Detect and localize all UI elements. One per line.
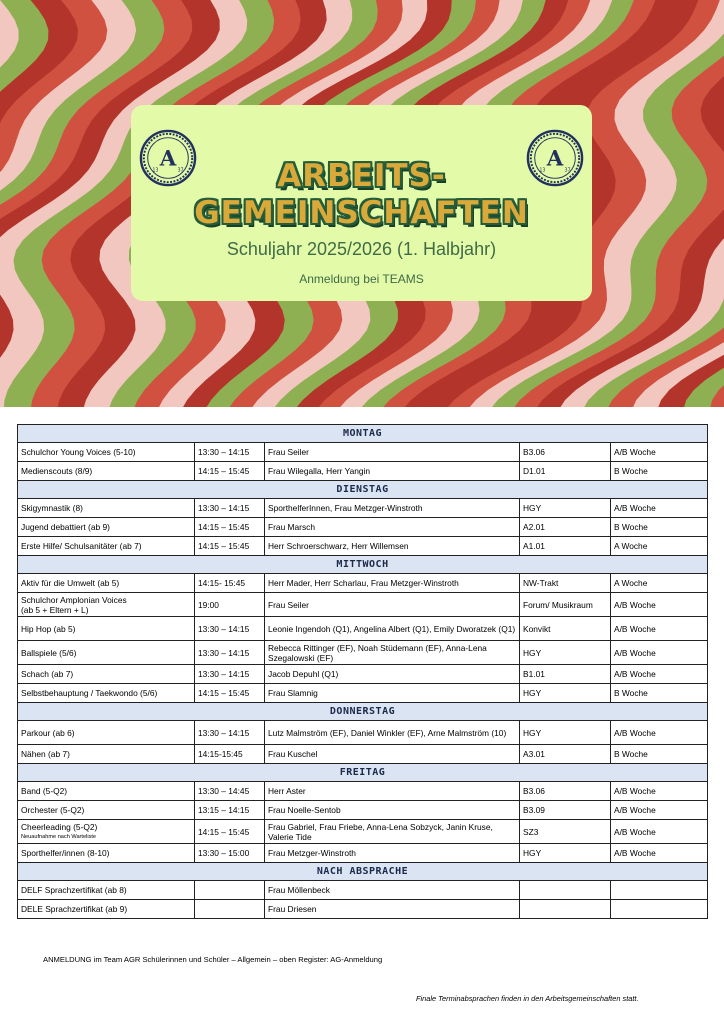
time-text: 14:15- 15:45: [198, 578, 246, 588]
table-row: [18, 844, 708, 863]
title-line-1: ARBEITS-: [277, 158, 446, 194]
table-row: [18, 537, 708, 556]
week-text: A/B Woche: [614, 826, 656, 837]
ag-name-cell: [18, 443, 195, 462]
time-cell: [195, 537, 265, 556]
leader-text: Frau Kuschel: [268, 749, 318, 759]
table-row: [18, 801, 708, 820]
day-header-row: [18, 425, 708, 443]
day-header-row: [18, 481, 708, 499]
day-header: NACH ABSPRACHE: [18, 863, 708, 881]
time-cell: [195, 801, 265, 820]
time-cell: [195, 900, 265, 919]
ag-name-text: Medienscouts (8/9): [21, 466, 93, 476]
room-cell: [520, 881, 611, 900]
room-text: HGY: [523, 647, 542, 658]
room-cell: [520, 900, 611, 919]
ag-name-cell: [18, 745, 195, 764]
time-text: 13:15 – 14:15: [198, 805, 250, 815]
leader-cell: [265, 782, 520, 801]
leader-text: Frau Wilegalla, Herr Yangin: [268, 466, 371, 476]
ag-name-cell: [18, 593, 195, 617]
room-text: NW-Trakt: [523, 578, 559, 588]
week-cell: [611, 820, 708, 844]
week-cell: [611, 593, 708, 617]
week-text: B Woche: [614, 466, 648, 476]
week-cell: [611, 900, 708, 919]
table-row: [18, 443, 708, 462]
time-cell: [195, 462, 265, 481]
logo-initial: A: [159, 146, 177, 172]
registration-footnote: ANMELDUNG im Team AGR Schülerinnen und Schüler – Allgemein – oben Register: AG-Anmeldung: [43, 955, 383, 964]
table-row: [18, 820, 708, 844]
ag-name-text: DELF Sprachzertifikat (ab 8): [21, 885, 127, 895]
ag-name-text: Schach (ab 7): [21, 669, 74, 679]
ag-name-cell: [18, 518, 195, 537]
week-cell: [611, 537, 708, 556]
room-cell: [520, 462, 611, 481]
leader-text: Frau Driesen: [268, 904, 317, 914]
title-line-2: GEMEINSCHAFTEN: [194, 195, 529, 231]
time-cell: [195, 641, 265, 665]
room-text: A2.01: [523, 522, 545, 532]
time-text: 13:30 – 14:15: [198, 623, 250, 634]
room-cell: [520, 593, 611, 617]
leader-text: Frau Seiler: [268, 599, 309, 610]
room-text: D1.01: [523, 466, 546, 476]
table-row: [18, 665, 708, 684]
ag-name-text: Selbstbehauptung / Taekwondo (5/6): [21, 688, 158, 698]
ag-name-text: DELE Sprachzertifikat (ab 9): [21, 904, 128, 914]
logo-initial: A: [546, 146, 564, 172]
table-row: [18, 499, 708, 518]
time-cell: [195, 782, 265, 801]
ag-name-text: Parkour (ab 6): [21, 727, 75, 738]
week-cell: [611, 745, 708, 764]
week-cell: [611, 801, 708, 820]
ag-name-text: Schulchor Amplonian Voices: [21, 594, 127, 605]
ag-name-text: Aktiv für die Umwelt (ab 5): [21, 578, 120, 588]
ag-name-cell: [18, 820, 195, 844]
room-cell: [520, 443, 611, 462]
week-text: A/B Woche: [614, 599, 656, 610]
time-text: 14:15 – 15:45: [198, 466, 250, 476]
time-text: 13:30 – 14:15: [198, 447, 250, 457]
room-text: HGY: [523, 503, 542, 513]
time-cell: [195, 574, 265, 593]
ag-name-cell: [18, 665, 195, 684]
room-cell: [520, 844, 611, 863]
week-text: A/B Woche: [614, 786, 656, 796]
room-text: HGY: [523, 848, 542, 858]
ag-name-cell: [18, 684, 195, 703]
week-text: A/B Woche: [614, 727, 656, 738]
time-cell: [195, 499, 265, 518]
room-text: SZ3: [523, 826, 539, 837]
room-text: A3.01: [523, 749, 545, 759]
leader-text: Jacob Depuhl (Q1): [268, 669, 339, 679]
ag-name-cell: [18, 721, 195, 745]
time-cell: [195, 721, 265, 745]
time-text: 19:00: [198, 599, 219, 610]
time-cell: [195, 684, 265, 703]
time-cell: [195, 881, 265, 900]
room-text: Forum/ Musikraum: [523, 599, 593, 610]
leader-cell: [265, 745, 520, 764]
time-text: 13:30 – 14:15: [198, 503, 250, 513]
room-text: Konvikt: [523, 623, 551, 634]
leader-text: Herr Mader, Herr Scharlau, Frau Metzger-Winstroth: [268, 578, 459, 588]
leader-cell: [265, 518, 520, 537]
room-text: A1.01: [523, 541, 545, 551]
room-cell: [520, 665, 611, 684]
table-row: [18, 574, 708, 593]
time-text: 13:30 – 14:15: [198, 669, 250, 679]
school-year-subtitle: Schuljahr 2025/2026 (1. Halbjahr): [226, 239, 497, 259]
ag-name-cell: [18, 801, 195, 820]
ag-name-text: Orchester (5-Q2): [21, 805, 85, 815]
ag-name-text: Schulchor Young Voices (5-10): [21, 447, 136, 457]
week-text: B Woche: [614, 688, 648, 698]
time-cell: [195, 593, 265, 617]
table-row: [18, 721, 708, 745]
room-cell: [520, 782, 611, 801]
time-text: 14:15 – 15:45: [198, 826, 250, 837]
ag-name-cell: [18, 641, 195, 665]
table-row: [18, 518, 708, 537]
week-cell: [611, 782, 708, 801]
week-text: A/B Woche: [614, 805, 656, 815]
time-cell: [195, 844, 265, 863]
day-header: MONTAG: [18, 425, 708, 443]
ag-name-cell: [18, 537, 195, 556]
ag-name-text: Band (5-Q2): [21, 786, 68, 796]
week-cell: [611, 518, 708, 537]
week-cell: [611, 881, 708, 900]
leader-cell: [265, 462, 520, 481]
day-header: MITTWOCH: [18, 556, 708, 574]
title-box: [131, 105, 592, 301]
week-cell: [611, 665, 708, 684]
time-text: 14:15 – 15:45: [198, 522, 250, 532]
table-row: [18, 684, 708, 703]
room-text: B1.01: [523, 669, 545, 679]
time-text: 14:15 – 15:45: [198, 541, 250, 551]
leader-text: Leonie Ingendoh (Q1), Angelina Albert (Q1), Emily Dworatzek (Q1): [268, 623, 516, 634]
week-text: B Woche: [614, 522, 648, 532]
leader-cell: [265, 593, 520, 617]
leader-text: Frau Slamnig: [268, 688, 318, 698]
week-cell: [611, 641, 708, 665]
leader-cell: [265, 537, 520, 556]
leader-text: Lutz Malmström (EF), Daniel Winkler (EF), Arne Malmström (10): [268, 727, 507, 738]
ag-name-text: Nähen (ab 7): [21, 749, 70, 759]
week-text: A/B Woche: [614, 647, 656, 658]
time-cell: [195, 820, 265, 844]
week-text: A/B Woche: [614, 447, 656, 457]
table-row: [18, 782, 708, 801]
time-cell: [195, 617, 265, 641]
leader-cell: [265, 820, 520, 844]
week-text: A Woche: [614, 541, 648, 551]
table-row: [18, 617, 708, 641]
room-text: B3.09: [523, 805, 545, 815]
time-cell: [195, 518, 265, 537]
week-cell: [611, 617, 708, 641]
ag-name-cell: [18, 462, 195, 481]
logo-number-left: 13: [539, 168, 546, 174]
leader-text: Frau Möllenbeck: [268, 885, 330, 895]
week-cell: [611, 499, 708, 518]
day-header-row: [18, 556, 708, 574]
week-cell: [611, 844, 708, 863]
time-text: 13:30 – 15:00: [198, 848, 250, 858]
leader-cell: [265, 499, 520, 518]
room-cell: [520, 537, 611, 556]
day-header-row: [18, 764, 708, 782]
ag-name-text: Hip Hop (ab 5): [21, 623, 76, 634]
room-cell: [520, 820, 611, 844]
week-text: A/B Woche: [614, 848, 656, 858]
day-header-row: [18, 703, 708, 721]
time-text: 14:15 – 15:45: [198, 688, 250, 698]
schedule-table: [17, 424, 708, 919]
logo-number-right: 37: [177, 168, 184, 174]
room-cell: [520, 574, 611, 593]
ag-name-cell: [18, 844, 195, 863]
ag-name-line-2: (ab 5 + Eltern + L): [21, 604, 89, 615]
room-text: B3.06: [523, 447, 545, 457]
time-cell: [195, 665, 265, 684]
leader-text: Rebecca Rittinger (EF), Noah Stüdemann (EF), Anna-Lena Szegalowski (EF): [268, 642, 487, 663]
day-header: FREITAG: [18, 764, 708, 782]
ag-name-cell: [18, 900, 195, 919]
leader-cell: [265, 641, 520, 665]
leader-cell: [265, 665, 520, 684]
room-cell: [520, 499, 611, 518]
ag-name-text: Sporthelfer/innen (8-10): [21, 848, 110, 858]
room-cell: [520, 518, 611, 537]
week-text: A/B Woche: [614, 669, 656, 679]
leader-cell: [265, 844, 520, 863]
ag-name-cell: [18, 574, 195, 593]
time-text: 14:15-15:45: [198, 749, 243, 759]
ag-name-cell: [18, 881, 195, 900]
leader-cell: [265, 617, 520, 641]
ag-name-cell: [18, 782, 195, 801]
ag-name-cell: [18, 499, 195, 518]
time-cell: [195, 443, 265, 462]
room-cell: [520, 617, 611, 641]
room-cell: [520, 721, 611, 745]
day-header: DONNERSTAG: [18, 703, 708, 721]
room-text: HGY: [523, 688, 542, 698]
week-cell: [611, 462, 708, 481]
leader-cell: [265, 574, 520, 593]
room-cell: [520, 641, 611, 665]
room-text: B3.06: [523, 786, 545, 796]
ag-name-text: Ballspiele (5/6): [21, 647, 77, 658]
week-text: A/B Woche: [614, 503, 656, 513]
day-header-row: [18, 863, 708, 881]
logo-number-right: 37: [564, 168, 571, 174]
ag-name-text: Cheerleading (5-Q2): [21, 821, 98, 832]
leader-text: Frau Seiler: [268, 447, 309, 457]
ag-name-text: Skigymnastik (8): [21, 503, 83, 513]
leader-text: Frau Metzger-Winstroth: [268, 848, 356, 858]
room-cell: [520, 684, 611, 703]
room-cell: [520, 801, 611, 820]
week-cell: [611, 443, 708, 462]
leader-cell: [265, 900, 520, 919]
leader-text: Frau Gabriel, Frau Friebe, Anna-Lena Sobzyck, Janin Kruse, Valerie Tide: [268, 821, 493, 842]
table-row: [18, 745, 708, 764]
room-text: HGY: [523, 727, 542, 738]
table-row: [18, 593, 708, 617]
table-row: [18, 462, 708, 481]
ag-name-text: Erste Hilfe/ Schulsanitäter (ab 7): [21, 541, 142, 551]
leader-cell: [265, 881, 520, 900]
time-text: 13:30 – 14:45: [198, 786, 250, 796]
time-text: 13:30 – 14:15: [198, 647, 250, 658]
leader-cell: [265, 684, 520, 703]
time-cell: [195, 745, 265, 764]
week-cell: [611, 684, 708, 703]
table-row: [18, 881, 708, 900]
ag-note: Neuaufnahme nach Warteliste: [21, 833, 97, 840]
leader-text: SporthelferInnen, Frau Metzger-Winstroth: [268, 503, 423, 513]
leader-text: Herr Aster: [268, 786, 306, 796]
table-row: [18, 900, 708, 919]
final-note: Finale Terminabsprachen finden in den Arbeitsgemeinschaften statt.: [416, 994, 639, 1003]
leader-text: Frau Noelle-Sentob: [268, 805, 341, 815]
week-text: A/B Woche: [614, 623, 656, 634]
week-cell: [611, 574, 708, 593]
table-row: [18, 641, 708, 665]
leader-cell: [265, 801, 520, 820]
signup-note: Anmeldung bei TEAMS: [299, 272, 424, 286]
day-header: DIENSTAG: [18, 481, 708, 499]
leader-text: Frau Marsch: [268, 522, 316, 532]
leader-text: Herr Schroerschwarz, Herr Willemsen: [268, 541, 409, 551]
week-cell: [611, 721, 708, 745]
ag-name-text: Jugend debattiert (ab 9): [21, 522, 110, 532]
ag-name-cell: [18, 617, 195, 641]
week-text: A Woche: [614, 578, 648, 588]
time-text: 13:30 – 14:15: [198, 727, 250, 738]
logo-number-left: 13: [152, 168, 159, 174]
room-cell: [520, 745, 611, 764]
leader-cell: [265, 443, 520, 462]
leader-cell: [265, 721, 520, 745]
week-text: B Woche: [614, 749, 648, 759]
